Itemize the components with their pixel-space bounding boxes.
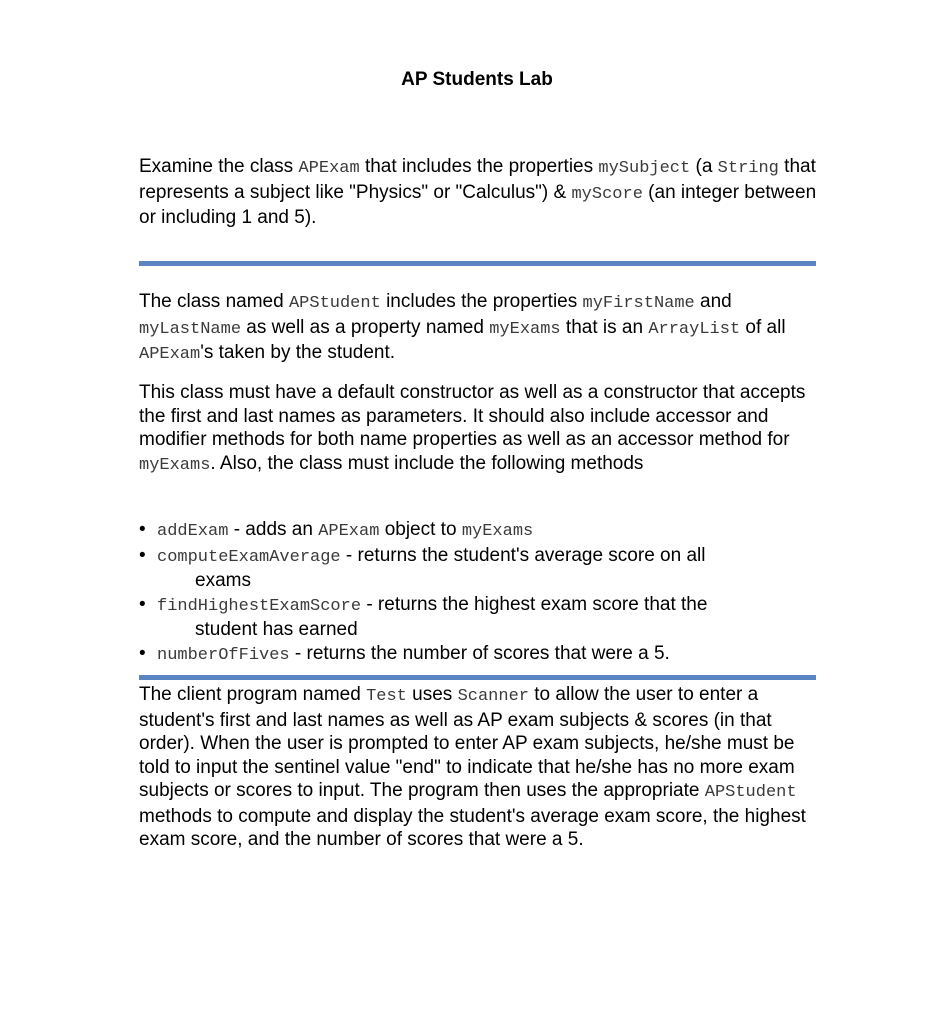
text-run: (a <box>690 156 718 177</box>
methods-list <box>139 518 819 667</box>
text-run: 's taken by the student. <box>200 342 396 363</box>
code-apexam: APExam <box>139 345 201 364</box>
section-divider-1 <box>139 261 816 266</box>
method-desc: - returns the highest exam score that the <box>361 593 708 615</box>
text-run: and <box>694 291 732 312</box>
apexam-paragraph <box>139 155 819 230</box>
text-run: . Also, the class must include the following methods <box>210 452 644 474</box>
list-item <box>139 544 819 593</box>
code-apstudent: APStudent <box>704 783 797 802</box>
list-item <box>139 642 819 668</box>
method-name: numberOfFives <box>157 645 290 665</box>
list-item <box>139 593 819 642</box>
code-myexams: myExams <box>461 522 534 541</box>
constructor-requirements <box>139 381 819 477</box>
text-run: This class must have a default constructor as well as a constructor that accepts the first and last names as parameters. It should also include accessor and modifier methods for both name properties as well as an accessor method for <box>139 382 806 450</box>
text-run: methods to compute and display the student's average exam score, the highest exam score, and the number of scores that were a 5. <box>139 805 806 850</box>
text-run: includes the properties <box>380 291 583 312</box>
list-item <box>139 518 819 544</box>
method-name: addExam <box>157 522 229 541</box>
client-program-description <box>139 683 819 852</box>
text-run: Examine the class <box>139 156 299 177</box>
code-myexams: myExams <box>489 319 561 339</box>
text-run: The client program named <box>139 684 367 705</box>
code-string: String <box>717 159 779 178</box>
text-run: that includes the properties <box>359 156 599 177</box>
text-run: that represents a subject like "Physics" or "Calculus") & <box>139 156 816 203</box>
text-run: to allow the user to enter a student's first and last names as well as AP exam subjects & scores (in that order). When the user is prompted to enter AP exam subjects, he/she must be told to input the sentinel value "end" to indicate that he/she has no more exam subjects or scores to input. The program then uses the appropriate <box>139 684 795 801</box>
code-myfirstname: myFirstName <box>582 294 695 313</box>
text-run: (an integer between or including 1 and 5). <box>139 181 817 228</box>
code-apexam: APExam <box>318 522 380 541</box>
code-scanner: Scanner <box>457 687 529 706</box>
method-desc-continued: exams <box>195 570 251 591</box>
text-run: of all <box>740 316 786 338</box>
code-apstudent: APStudent <box>288 294 381 313</box>
bullet-icon: • <box>139 642 146 664</box>
code-mysubject: mySubject <box>598 159 691 178</box>
code-test: Test <box>366 687 407 706</box>
apstudent-description <box>139 290 819 367</box>
constructor-paragraph <box>139 381 819 477</box>
code-myexams: myExams <box>139 455 211 475</box>
text-run: uses <box>406 684 458 705</box>
apexam-description <box>139 155 819 230</box>
method-desc: - adds an <box>228 519 319 540</box>
method-desc-continued: student has earned <box>195 619 358 640</box>
method-name: findHighestExamScore <box>157 596 362 616</box>
bullet-icon: • <box>139 544 146 566</box>
text-run: as well as a property named <box>241 316 490 338</box>
code-apexam: APExam <box>298 159 360 178</box>
code-myscore: myScore <box>571 184 643 204</box>
method-desc: - returns the student's average score on all <box>340 544 706 566</box>
text-run: The class named <box>139 291 289 312</box>
client-paragraph <box>139 683 819 852</box>
method-desc: object to <box>379 519 462 540</box>
text-run: that is an <box>560 316 649 338</box>
page-title: AP Students Lab <box>401 69 553 90</box>
bullet-icon: • <box>139 593 146 615</box>
method-name: computeExamAverage <box>157 547 341 567</box>
bullet-icon: • <box>139 519 146 540</box>
section-divider-2 <box>139 675 816 680</box>
code-mylastname: myLastName <box>139 319 242 339</box>
apstudent-paragraph <box>139 290 819 367</box>
code-arraylist: ArrayList <box>648 319 741 339</box>
method-desc: - returns the number of scores that were a 5. <box>289 642 670 664</box>
